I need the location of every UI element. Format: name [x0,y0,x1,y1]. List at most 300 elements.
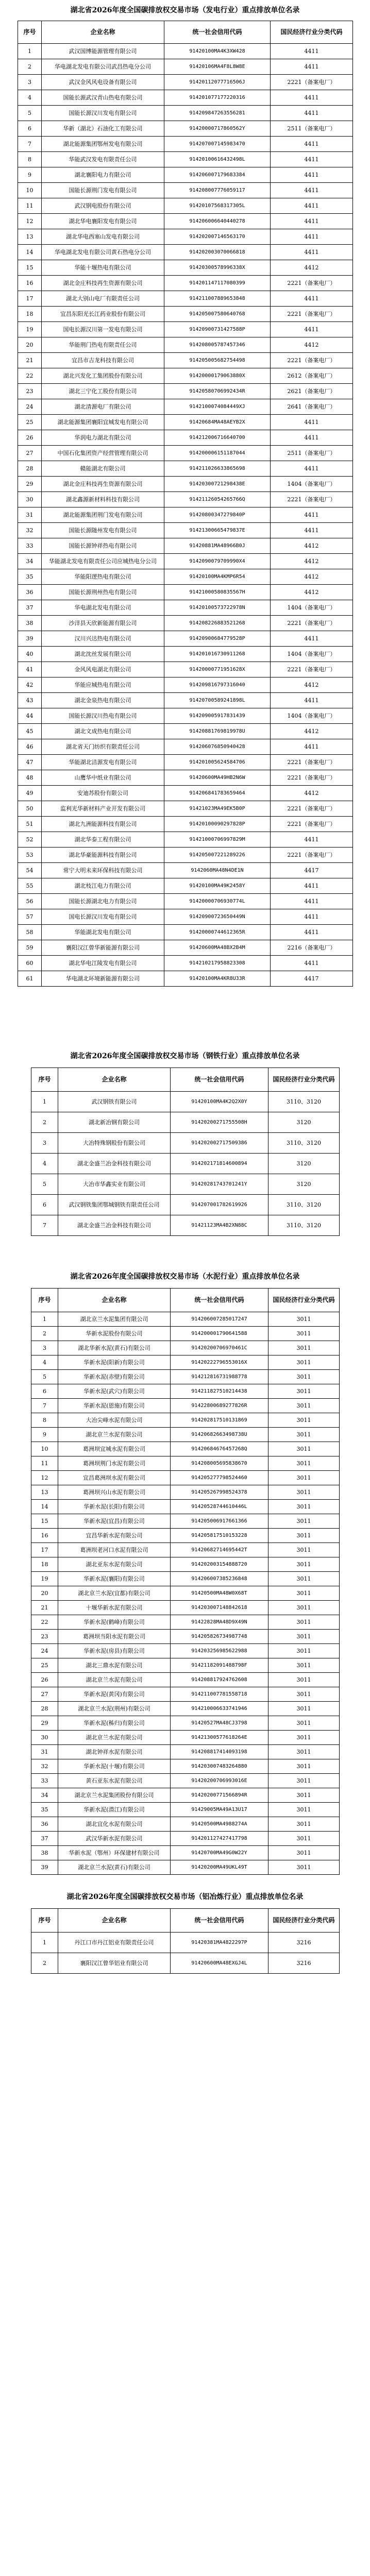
cell-credit-code: 91421300577618264E [171,1731,268,1745]
cell-industry-code: 3011 [268,1658,340,1673]
cell-industry-code: 4411 [271,152,353,167]
cell-credit-code: 914206007285017247 [171,1312,268,1327]
cell-company: 国能长源湖北电力有限公司 [42,894,164,909]
cell-company: 华能应城热电有限公司 [42,677,164,693]
cell-industry-code: 3011 [268,1370,340,1384]
cell-credit-code: 914203007483264880 [171,1759,268,1774]
table-steel [31,1067,340,1236]
cell-industry-code: 4411 [271,106,353,121]
cell-index: 4 [31,1154,58,1174]
cell-company: 葛洲坝荆门水泥有限公司 [58,1456,171,1471]
cell-index: 45 [18,724,42,739]
cell-index: 11 [31,1456,58,1471]
cell-credit-code: 914207007145983470 [164,137,271,152]
cell-industry-code: 3011 [268,1428,340,1442]
cell-credit-code: 91420881769819978U [164,724,271,739]
cell-industry-code: 2221（备案电厂） [271,276,353,291]
cell-credit-code: 914201005624584706 [164,755,271,770]
cell-index: 19 [31,1572,58,1586]
cell-index: 32 [18,523,42,538]
cell-company: 湖北金盛兰冶金科技有限公司 [58,1154,171,1174]
header-industry-code: 国民经济行业分类代码 [268,1289,340,1312]
cell-industry-code: 4411 [271,44,353,59]
cell-company: 华能阳逻热电有限公司 [42,569,164,585]
table-row [18,786,353,801]
cell-index: 23 [31,1630,58,1644]
table-cement [31,1288,340,1875]
cell-index: 28 [18,461,42,477]
cell-industry-code: 3011 [268,1557,340,1572]
cell-credit-code: 914202003070066818 [164,245,271,260]
cell-company: 襄阳汉江曾华新能源有限公司 [42,940,164,956]
cell-credit-code: 91420100090297828P [164,817,271,832]
header-index: 序号 [18,21,42,44]
cell-credit-code: 91420000771951628X [164,662,271,677]
table-row [31,1658,340,1673]
cell-company: 湖北能源集团襄阳宜城发电有限公司 [42,415,164,430]
cell-credit-code: 91420000179063880X [164,368,271,384]
table-row [31,1543,340,1557]
cell-industry-code: 4411 [271,956,353,971]
cell-credit-code: 91420900684779528P [164,631,271,647]
cell-index: 31 [18,507,42,523]
cell-index: 6 [18,121,42,137]
cell-credit-code: 914202007146563170 [164,229,271,245]
cell-company: 华新水泥(襄阳)有限公司 [58,1572,171,1586]
table-row [18,569,353,585]
cell-company: 湖北能源集团荆门发电有限公司 [42,507,164,523]
table-row [18,523,353,538]
table-row [31,1456,340,1471]
cell-industry-code: 3011 [268,1514,340,1529]
cell-industry-code: 2216（备案电厂） [271,940,353,956]
cell-industry-code: 3011 [268,1630,340,1644]
header-index: 序号 [31,1289,58,1312]
cell-credit-code: 914203256985622988 [171,1644,268,1658]
cell-company: 湖北清源电厂有限公司 [42,399,164,415]
cell-industry-code: 4411 [271,415,353,430]
table-row [18,337,353,353]
cell-industry-code: 2221（备案电厂） [271,817,353,832]
cell-company: 丹江口市丹江铝业有限责任公司 [58,1933,171,1953]
table-row [18,616,353,631]
cell-company: 湖北京兰水泥有限公司 [58,1731,171,1745]
cell-industry-code: 2221（备案电厂） [271,353,353,368]
cell-credit-code: 914205007221289226 [164,848,271,863]
table-row [31,1832,340,1846]
header-credit-code: 统一社会信用代码 [171,1068,268,1092]
cell-credit-code: 91421023MA49EK5B0P [164,801,271,817]
table-row [31,1745,340,1759]
cell-credit-code: 91420528744610446L [171,1500,268,1514]
table-row [31,1953,340,1974]
cell-credit-code: 91420000717860562Y [164,121,271,137]
table-body [31,1092,340,1236]
cell-industry-code: 3011 [268,1817,340,1832]
table-row [18,353,353,368]
table-row [18,477,353,492]
table-row [31,1774,340,1788]
cell-industry-code: 3011 [268,1759,340,1774]
cell-company: 赣能湖北有限公司 [42,461,164,477]
table-row [18,492,353,507]
table-row [18,59,353,75]
cell-company: 华新水泥(长阳)有限公司 [58,1500,171,1514]
cell-credit-code: 914211827510214438 [171,1384,268,1399]
cell-industry-code: 3011 [268,1860,340,1875]
cell-credit-code: 914201016730911268 [164,647,271,662]
table-row [31,1586,340,1601]
cell-index: 17 [31,1543,58,1557]
table-row [31,1442,340,1456]
cell-credit-code: 9142090079709990X4 [164,554,271,569]
table-row [18,461,353,477]
table-row [18,585,353,600]
table-row [18,368,353,384]
cell-credit-code: 914206007179683384 [164,167,271,183]
cell-company: 湖北京兰水泥有限公司 [58,1673,171,1687]
table-row [18,90,353,106]
cell-industry-code: 3011 [268,1788,340,1803]
cell-index: 6 [31,1195,58,1215]
cell-index: 13 [18,229,42,245]
cell-company: 华能荆门热电有限责任公司 [42,337,164,353]
cell-index: 61 [18,971,42,987]
cell-company: 华新水泥股份有限公司 [58,1327,171,1341]
cell-index: 39 [18,631,42,647]
cell-industry-code: 2221（备案电厂） [271,616,353,631]
cell-industry-code: 3120 [268,1154,340,1174]
cell-credit-code: 914203007148842618 [171,1601,268,1615]
cell-industry-code: 3011 [268,1615,340,1630]
cell-credit-code: 91420200706993016E [171,1774,268,1788]
cell-index: 29 [31,1716,58,1731]
cell-index: 49 [18,786,42,801]
cell-index: 7 [18,137,42,152]
cell-credit-code: 91420200771566894R [171,1788,268,1803]
table-row [31,1355,340,1370]
section-title: 湖北省2026年度全国碳排放权交易市场（钢铁行业）重点排放单位名录 [70,1052,300,1060]
table-row [31,1788,340,1803]
cell-credit-code: 91420200706970461C [171,1341,268,1355]
cell-credit-code: 914212816731988778 [171,1370,268,1384]
cell-company: 湖北金盛兰冶金科技有限公司 [58,1215,171,1236]
cell-industry-code: 1404（备案电厂） [271,600,353,616]
cell-credit-code: 91420100573722978N [164,600,271,616]
table-row [31,1803,340,1817]
table-row [31,1195,340,1215]
cell-company: 湖北华新水泥(黄石)有限公司 [58,1341,171,1355]
table-body [31,1933,340,1974]
cell-index: 33 [31,1774,58,1788]
cell-credit-code: 914211007781558718 [171,1687,268,1702]
cell-company: 华电湖北发电有限公司黄石热电分公司 [42,245,164,260]
table-row [18,739,353,755]
cell-index: 10 [18,183,42,198]
cell-credit-code: 914211026633865698 [164,461,271,477]
cell-index: 9 [18,167,42,183]
cell-index: 44 [18,708,42,724]
cell-company: 宜昌华新水泥有限公司 [58,1529,171,1543]
cell-industry-code: 4411 [271,878,353,894]
cell-index: 3 [31,1133,58,1154]
cell-credit-code: 914200006151187044 [164,446,271,461]
cell-industry-code: 1404（备案电厂） [271,477,353,492]
cell-index: 59 [18,940,42,956]
cell-index: 52 [18,832,42,848]
table-row [18,229,353,245]
cell-index: 34 [31,1788,58,1803]
header-industry-code: 国民经济行业分类代码 [268,1068,340,1092]
cell-index: 19 [18,322,42,337]
table-row [18,399,353,415]
cell-index: 2 [31,1327,58,1341]
table-row [18,693,353,708]
cell-company: 华新水泥(潜江)有限公司 [58,1803,171,1817]
table-row [31,1399,340,1413]
cell-index: 17 [18,291,42,307]
table-row [31,1630,340,1644]
cell-index: 50 [18,801,42,817]
cell-credit-code: 91420281743701241Y [171,1174,268,1195]
cell-company: 湖北文成热电有限公司 [42,724,164,739]
cell-industry-code: 4411 [271,925,353,940]
cell-company: 华新水泥(恩施)有限公司 [58,1399,171,1413]
cell-credit-code: 914205267998524378 [171,1485,268,1500]
cell-index: 46 [18,739,42,755]
table-row [18,940,353,956]
cell-company: 大冶市华鑫实业有限公司 [58,1174,171,1195]
cell-credit-code: 914205005682754498 [164,353,271,368]
table-row [31,1092,340,1112]
cell-credit-code: 91420527MA48CJ3798 [171,1716,268,1731]
header-company: 企业名称 [58,1909,171,1933]
cell-company: 国能长源荆州热电有限公司 [42,585,164,600]
cell-credit-code: 91420100MA4K2Q2X0Y [171,1092,268,1112]
cell-credit-code: 914205007580640768 [164,307,271,322]
cell-credit-code: 91422828MA48D9X49N [171,1615,268,1630]
cell-industry-code: 4411 [271,137,353,152]
table-row [31,1644,340,1658]
cell-credit-code: 91420100616432498L [164,152,271,167]
cell-company: 华新水泥(房县)有限公司 [58,1644,171,1658]
table-row [18,647,353,662]
table-row [31,1817,340,1832]
cell-company: 国能长源武汉青山热电有限公司 [42,90,164,106]
table-row [31,1759,340,1774]
cell-company: 国能长源汉川发电有限公司 [42,106,164,121]
cell-index: 2 [18,59,42,75]
table-row [31,1154,340,1174]
cell-credit-code: 9142060MA48N4DE1N [164,863,271,878]
table-row [31,1500,340,1514]
cell-index: 24 [18,399,42,415]
cell-credit-code: 91420300721298438E [164,477,271,492]
cell-industry-code: 2221（备案电厂） [271,307,353,322]
cell-company: 华能武汉发电有限责任公司 [42,152,164,167]
cell-index: 31 [31,1745,58,1759]
cell-index: 26 [31,1673,58,1687]
cell-credit-code: 914208005695838670 [171,1456,268,1471]
cell-company: 华新水泥(阳新)有限公司 [58,1355,171,1370]
table-row [18,755,353,770]
cell-industry-code: 3011 [268,1471,340,1485]
table-row [18,384,353,399]
cell-credit-code: 914208817924762608 [171,1673,268,1687]
cell-industry-code: 4411 [271,430,353,446]
cell-industry-code: 4411 [271,322,353,337]
cell-index: 54 [18,863,42,878]
table-row [31,1384,340,1399]
table-row [18,708,353,724]
cell-industry-code: 4411 [271,523,353,538]
cell-industry-code: 3011 [268,1774,340,1788]
cell-index: 22 [31,1615,58,1630]
cell-credit-code: 91420200MA49UKL49T [171,1860,268,1875]
table-row [18,121,353,137]
header-credit-code: 统一社会信用代码 [164,21,271,44]
cell-index: 4 [18,90,42,106]
cell-credit-code: 914200001790641588 [171,1327,268,1341]
cell-industry-code: 4411 [271,739,353,755]
cell-index: 25 [18,415,42,430]
header-industry-code: 国民经济行业分类代码 [268,1909,340,1933]
cell-company: 湖北金庄科技再生资源有限公司 [42,477,164,492]
cell-credit-code: 914208226883521268 [164,616,271,631]
cell-index: 1 [31,1933,58,1953]
table-row [18,971,353,987]
cell-credit-code: 91420600MA49HB2N6W [164,770,271,786]
cell-industry-code: 4411 [271,59,353,75]
table-row [31,1557,340,1572]
cell-company: 湖北三鼎水泥有限公司 [58,1658,171,1673]
cell-credit-code: 91421000580835567H [164,585,271,600]
cell-index: 15 [31,1514,58,1529]
table-row [18,631,353,647]
cell-credit-code: 91421000706997829M [164,832,271,848]
cell-company: 山鹰华中纸业有限公司 [42,770,164,786]
cell-industry-code: 3011 [268,1673,340,1687]
cell-company: 湖北新冶钢有限公司 [58,1112,171,1133]
cell-index: 32 [31,1759,58,1774]
cell-industry-code: 2641（备案电厂） [271,399,353,415]
cell-company: 湖北省天门纺织有限责任公司 [42,739,164,755]
cell-index: 36 [18,585,42,600]
cell-company: 华能湖北洁源发电有限公司 [42,755,164,770]
section-title: 湖北省2026年度全国碳排放权交易市场（水泥行业）重点排放单位名录 [70,1273,300,1281]
cell-credit-code: 914205817510153228 [171,1529,268,1543]
cell-index: 28 [31,1702,58,1716]
table-row [31,1133,340,1154]
cell-credit-code: 914209847263556281 [164,106,271,121]
section-title: 湖北省2026年度全国碳排放权交易市场（铝冶炼行业）重点排放单位名录 [66,1893,304,1901]
table-row [18,214,353,229]
table-row [18,832,353,848]
cell-company: 大冶尖峰水泥有限公司 [58,1413,171,1428]
cell-industry-code: 3011 [268,1745,340,1759]
header-industry-code: 国民经济行业分类代码 [271,21,353,44]
cell-company: 宜昌葛洲坝水泥有限公司 [58,1471,171,1485]
cell-credit-code: 914206006640440278 [164,214,271,229]
cell-company: 华能湖北发电有限责任公司应城热电分公司 [42,554,164,569]
cell-index: 5 [31,1174,58,1195]
cell-credit-code: 91420112077716506J [164,75,271,90]
table-row [31,1312,340,1327]
cell-index: 1 [18,44,42,59]
cell-credit-code: 91420600MA48EXGJ4L [171,1953,268,1974]
cell-industry-code: 3011 [268,1442,340,1456]
cell-company: 湖北京兰水泥集团股份有限公司 [58,1788,171,1803]
cell-industry-code: 3120 [268,1174,340,1195]
cell-credit-code: 914205826734987748 [171,1630,268,1644]
cell-index: 14 [18,245,42,260]
cell-credit-code: 91420682714695442T [171,1543,268,1557]
cell-index: 21 [18,353,42,368]
cell-credit-code: 914201147117080399 [164,276,271,291]
cell-company: 华电湖北发电有限公司武昌热电分公司 [42,59,164,75]
cell-index: 2 [31,1953,58,1974]
cell-industry-code: 3011 [268,1716,340,1731]
cell-index: 60 [18,956,42,971]
cell-industry-code: 4411 [271,229,353,245]
cell-industry-code: 4411 [271,894,353,909]
cell-index: 25 [31,1658,58,1673]
cell-industry-code: 4417 [271,863,353,878]
cell-credit-code: 91420000706930774L [164,894,271,909]
cell-company: 安迪苏股份有限公司 [42,786,164,801]
table-row [18,276,353,291]
cell-industry-code: 2221（备案电厂） [271,662,353,677]
cell-company: 湖北大别山电厂有限责任公司 [42,291,164,307]
table-row [18,106,353,121]
cell-index: 48 [18,770,42,786]
cell-company: 华新水泥(秭归)有限公司 [58,1716,171,1731]
table-row [31,1702,340,1716]
cell-company: 湖北枝江电力有限公司 [42,878,164,894]
cell-industry-code: 3011 [268,1456,340,1471]
table-row [31,1514,340,1529]
cell-index: 29 [18,477,42,492]
table-row [18,538,353,554]
cell-industry-code: 3110、3120 [268,1195,340,1215]
cell-industry-code: 2612（备案电厂） [271,368,353,384]
table-row [18,909,353,925]
cell-company: 葛洲坝当阳水泥有限公司 [58,1630,171,1644]
cell-index: 1 [31,1312,58,1327]
cell-credit-code: 914202817510131869 [171,1413,268,1428]
table-row [18,44,353,59]
cell-credit-code: 91420000744612365R [164,925,271,940]
table-row [31,1370,340,1384]
cell-index: 35 [18,569,42,585]
cell-index: 7 [31,1399,58,1413]
cell-company: 湖北能源集团鄂州发电有限公司 [42,137,164,152]
cell-company: 华能湖北发电有限公司 [42,925,164,940]
cell-company: 国能长源汉川热电有限公司 [42,708,164,724]
cell-credit-code: 914202171814600894 [171,1154,268,1174]
cell-company: 湖北京兰水泥有限公司 [58,1428,171,1442]
cell-credit-code: 91420100MA4KR8U33R [164,971,271,987]
cell-credit-code: 91420500MA4988274A [171,1817,268,1832]
table-row [18,600,353,616]
cell-credit-code: 91421300665479837E [164,523,271,538]
cell-credit-code: 91420300578996338X [164,260,271,276]
cell-industry-code: 4411 [271,198,353,214]
cell-company: 国能长源钟祥热电有限公司 [42,538,164,554]
cell-index: 12 [18,214,42,229]
cell-industry-code: 4411 [271,214,353,229]
header-company: 企业名称 [42,21,164,44]
